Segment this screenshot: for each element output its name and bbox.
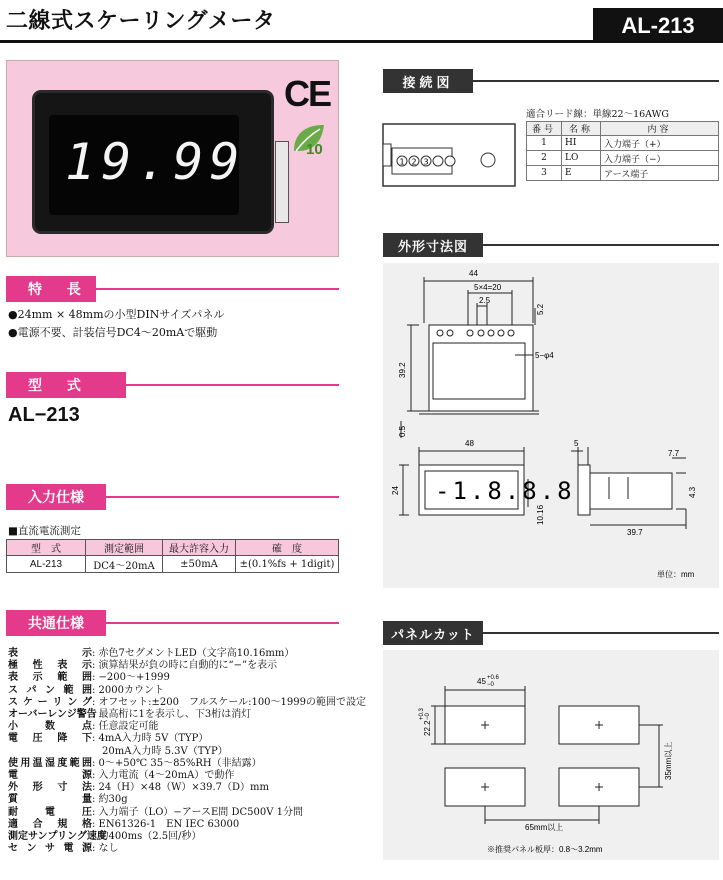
col-header: 測定範囲	[86, 540, 163, 556]
spec-value: 20mA入力時 5.3V（TYP）	[92, 745, 228, 757]
spec-value: : EN61326-1 EN IEC 63000	[92, 818, 240, 830]
spec-key: 極性表示	[8, 660, 92, 672]
spec-row	[8, 660, 366, 672]
cut-h-spacing: 65mm以上	[525, 823, 564, 832]
common-spec-header: 共通仕様	[6, 610, 106, 636]
cut-v-spacing: 35mm以上	[664, 741, 673, 780]
spec-row	[8, 782, 366, 794]
spec-row	[8, 672, 366, 684]
cut-h-tol-bot: −0	[425, 713, 431, 720]
spec-value: : オフセット:±200 フルスケール:100～1999の範囲で設定	[92, 696, 366, 708]
meter-face	[49, 115, 246, 215]
spec-value: : 赤色7セグメントLED（文字高10.16mm）	[92, 648, 295, 659]
cell: 入力端子（+）	[601, 136, 719, 151]
spec-key: 測定サンプリング速度	[8, 831, 107, 843]
cell: アース端子	[601, 166, 719, 181]
dim-pitch: 5×4=20	[474, 283, 502, 292]
spec-key: 小数点	[8, 721, 92, 733]
cell: DC4～20mA	[86, 556, 163, 573]
dim-1016: 10.16	[536, 504, 545, 525]
unit-label: 単位：mm	[657, 570, 695, 579]
dim-hole: 5−φ4	[535, 351, 554, 360]
panel-cut-rule	[483, 632, 719, 634]
spec-key: 外形寸法	[8, 782, 92, 794]
cut-w: 45	[477, 677, 486, 686]
input-spec-table	[6, 539, 339, 573]
product-photo	[6, 60, 339, 257]
spec-row	[8, 685, 366, 697]
cell: LO	[562, 151, 601, 166]
spec-key: 電圧降下	[8, 733, 92, 745]
spec-value: : 入力端子（LO）−アースE間 DC500V 1分間	[92, 806, 303, 818]
common-spec-rule	[106, 622, 339, 624]
spec-value: : 約30g	[92, 794, 128, 806]
outline-rule	[483, 244, 719, 246]
dim-24: 24	[391, 486, 400, 495]
spec-row	[8, 794, 366, 806]
wiring-rule	[473, 80, 719, 82]
table-row	[527, 166, 719, 181]
dim-392: 39.2	[398, 362, 407, 378]
outline-display: -1.8.8.8	[435, 477, 575, 505]
spec-value: : 4mA入力時 5V（TYP）	[92, 733, 209, 745]
spec-key: スパン範囲	[8, 684, 92, 696]
page-title: 二線式スケーリングメータ	[6, 9, 276, 34]
terminal-label: 2	[411, 157, 417, 167]
spec-row	[8, 843, 366, 855]
spec-key: 適合規格	[8, 818, 92, 830]
spec-value: : 24（H）×48（W）×39.7（D）mm	[92, 782, 270, 794]
col-header: 最大許容入力	[163, 540, 236, 556]
spec-row	[8, 709, 366, 721]
spec-value: : 約400ms（2.5回/秒）	[92, 831, 202, 843]
dim-5: 5	[574, 439, 579, 448]
dim-43: 4.3	[688, 486, 697, 498]
spec-row	[8, 746, 366, 758]
spec-row	[8, 697, 366, 709]
table-row	[527, 151, 719, 166]
cut-w-tol-bot: −0	[487, 682, 494, 688]
features-rule	[96, 288, 339, 290]
spec-row	[8, 807, 366, 819]
dim-77: 7.7	[668, 449, 680, 458]
spec-value: : 入力電流（4～20mA）で動作	[92, 770, 235, 782]
meter-side-connector	[275, 141, 289, 223]
model-rule	[126, 384, 339, 386]
spec-key: スケーリング	[8, 696, 92, 708]
panel-cut-drawing	[383, 650, 719, 860]
outline-drawing	[383, 263, 719, 588]
terminal-label: 1	[399, 157, 405, 167]
lead-note: 適合リード線：単線22～16AWG	[526, 109, 670, 120]
outline-drawing-area	[383, 263, 719, 588]
cut-h: 22.2	[423, 720, 432, 736]
cell: HI	[562, 136, 601, 151]
spec-value: : 0～+50℃ 35～85%RH（非結露）	[92, 757, 262, 769]
spec-row	[8, 721, 366, 733]
spec-key: センサ電源	[8, 843, 92, 855]
cell: 3	[527, 166, 562, 181]
common-spec-list	[8, 648, 366, 855]
table-row	[527, 136, 719, 151]
wiring-header: 接続図	[383, 69, 473, 93]
spec-row	[8, 831, 366, 843]
dim-52: 5.2	[536, 303, 545, 315]
wiring-diagram	[380, 120, 520, 192]
spec-value: : −200～+1999	[92, 672, 170, 684]
dim-397: 39.7	[627, 528, 643, 537]
col-header: 名称	[562, 122, 601, 136]
input-spec-subtitle: ■直流電流測定	[8, 525, 81, 537]
panel-note: ※推奨パネル板厚：0.8～3.2mm	[487, 845, 603, 854]
col-header: 確 度	[236, 540, 339, 556]
col-header: 型 式	[7, 540, 86, 556]
spec-value: : 2000カウント	[92, 684, 164, 696]
spec-value: : 最高桁に1を表示し、下3桁は消灯	[92, 709, 252, 721]
spec-key: 電源	[8, 770, 92, 782]
input-spec-rule	[106, 496, 339, 498]
spec-key: オーバーレンジ警告	[8, 709, 97, 721]
dim-48: 48	[465, 439, 474, 448]
cell: AL-213	[7, 556, 86, 573]
leaf-icon	[290, 121, 330, 157]
spec-key: 質量	[8, 794, 92, 806]
model-header: 型 式	[6, 372, 126, 398]
cell: 入力端子（−）	[601, 151, 719, 166]
input-spec-header: 入力仕様	[6, 484, 106, 510]
spec-key: 表示範囲	[8, 672, 92, 684]
ce-mark: CE	[284, 73, 331, 114]
feature-item-1: ●24mm × 48mmの小型DINサイズパネル	[8, 308, 225, 321]
spec-row	[8, 733, 366, 745]
dim-44: 44	[469, 269, 478, 278]
spec-key: 使用温湿度範囲	[8, 757, 92, 769]
terminal-label: 3	[423, 157, 429, 167]
cell: E	[562, 166, 601, 181]
spec-key: 表示	[8, 648, 92, 659]
cell: ±50mA	[163, 556, 236, 573]
wiring-table	[526, 121, 719, 181]
spec-value: : なし	[92, 843, 119, 855]
spec-value: : 任意設定可能	[92, 721, 159, 733]
outline-header: 外形寸法図	[383, 233, 483, 257]
dim-pitch2: 2.5	[479, 296, 491, 305]
panel-cut-header: パネルカット	[383, 621, 483, 645]
panel-cut-area	[383, 650, 719, 860]
eco-number: 10	[306, 141, 323, 157]
spec-key	[8, 746, 92, 758]
spec-row	[8, 819, 366, 831]
meter-display: 19.99	[65, 133, 246, 191]
features-header: 特 長	[6, 276, 96, 302]
cell: 2	[527, 151, 562, 166]
spec-row	[8, 648, 366, 660]
spec-key: 耐電圧	[8, 806, 92, 818]
col-header: 内容	[601, 122, 719, 136]
feature-item-2: ●電源不要、計装信号DC4～20mAで駆動	[8, 326, 218, 339]
spec-row	[8, 758, 366, 770]
table-row	[7, 556, 339, 573]
spec-row	[8, 770, 366, 782]
cell: ±(0.1%fs + 1digit)	[236, 556, 339, 573]
cut-h-tol-top: +0.3	[419, 708, 425, 720]
cell: 1	[527, 136, 562, 151]
header-rule	[0, 40, 723, 43]
model-value: AL−213	[8, 404, 80, 426]
model-tab: AL-213	[593, 8, 723, 43]
col-header: 番号	[527, 122, 562, 136]
meter-body	[35, 93, 271, 231]
dim-05: 0.5	[398, 425, 407, 437]
cut-w-tol-top: +0.6	[487, 675, 499, 681]
spec-value: : 演算結果が負の時に自動的に“−”を表示	[92, 660, 278, 672]
